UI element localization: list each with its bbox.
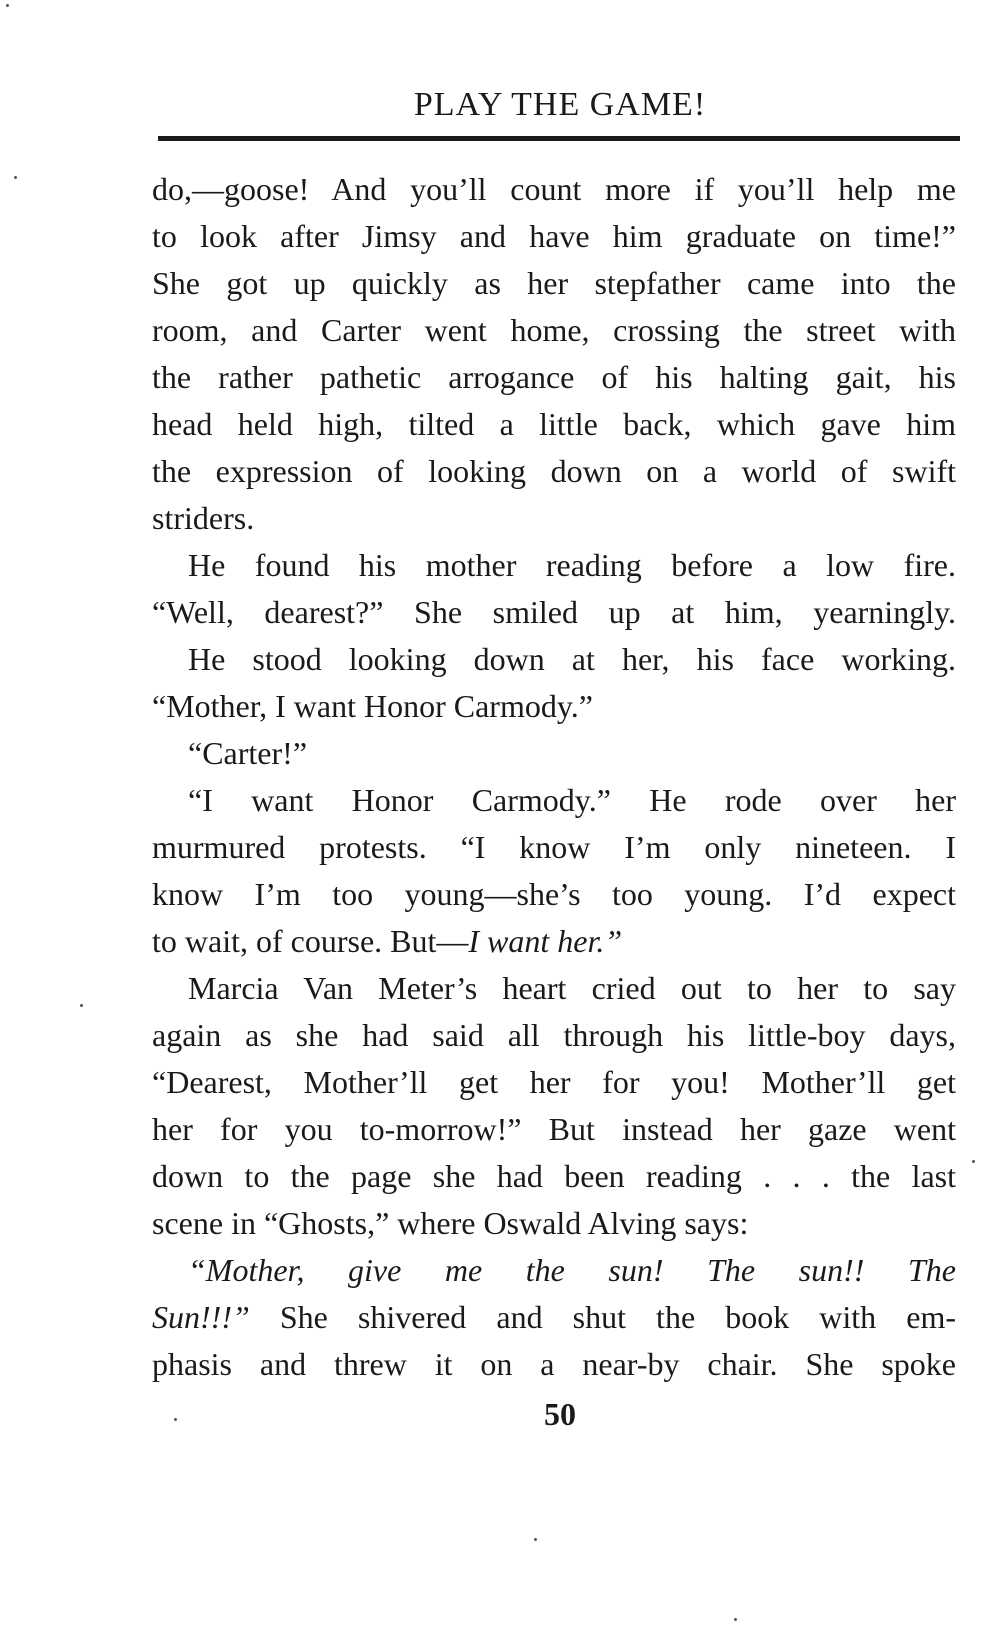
scan-speck xyxy=(80,1004,83,1007)
scan-speck xyxy=(14,176,17,179)
text-line: “Mother, I want Honor Carmody.” xyxy=(152,688,593,724)
text-line: again as she had said all through his little-boy days, xyxy=(152,1017,956,1053)
text-line: the rather pathetic arrogance of his halting gait, his xyxy=(152,359,956,395)
text-fragment: to wait, of course. But— xyxy=(152,923,469,959)
text-line: “Carter!” xyxy=(188,735,308,771)
text-line: the expression of looking down on a world of swift xyxy=(152,453,956,489)
text-line: down to the page she had been reading . . . the last xyxy=(152,1158,956,1194)
text-line: room, and Carter went home, crossing the street with xyxy=(152,312,956,348)
text-line: Marcia Van Meter’s heart cried out to her to say xyxy=(188,970,956,1006)
running-head: PLAY THE GAME! xyxy=(413,86,707,123)
text-line: her for you to-morrow!” But instead her gaze went xyxy=(152,1111,956,1147)
italic-quote: “Mother, give me the sun! The sun!! The xyxy=(188,1252,956,1288)
text-line: know I’m too young—she’s too young. I’d expect xyxy=(152,876,956,912)
scan-speck xyxy=(734,1618,737,1621)
text-line: phasis and threw it on a near-by chair. She spoke xyxy=(152,1346,956,1382)
text-line: “Dearest, Mother’ll get her for you! Mother’ll get xyxy=(152,1064,956,1100)
scan-speck xyxy=(6,4,9,7)
text-line: “Well, dearest?” She smiled up at him, yearningly. xyxy=(152,594,956,630)
italic-fragment: I want her.” xyxy=(468,923,623,959)
scan-speck xyxy=(534,1538,537,1541)
text-line xyxy=(152,1294,956,1341)
text-line: head held high, tilted a little back, which gave him xyxy=(152,406,956,442)
text-line: murmured protests. “I know I’m only nineteen. I xyxy=(152,829,956,865)
text-line: striders. xyxy=(152,500,255,536)
page-number: 50 xyxy=(544,1396,576,1432)
text-line: do,—goose! And you’ll count more if you’ll help me xyxy=(152,171,956,207)
text-line xyxy=(152,1247,956,1294)
body-text xyxy=(152,166,956,1388)
italic-quote: Sun!!!” xyxy=(152,1299,250,1335)
text-line xyxy=(152,918,956,965)
header-rule xyxy=(158,136,960,141)
text-fragment: She shivered and shut the book with em- xyxy=(249,1299,956,1335)
scan-speck xyxy=(972,1160,975,1163)
text-line: He found his mother reading before a low fire. xyxy=(188,547,956,583)
text-line: scene in “Ghosts,” where Oswald Alving says: xyxy=(152,1205,749,1241)
text-line: He stood looking down at her, his face working. xyxy=(188,641,956,677)
text-line: “I want Honor Carmody.” He rode over her xyxy=(188,782,956,818)
text-line: to look after Jimsy and have him graduate on time!” xyxy=(152,218,956,254)
scan-speck xyxy=(174,1418,177,1421)
text-line: She got up quickly as her stepfather came into the xyxy=(152,265,956,301)
